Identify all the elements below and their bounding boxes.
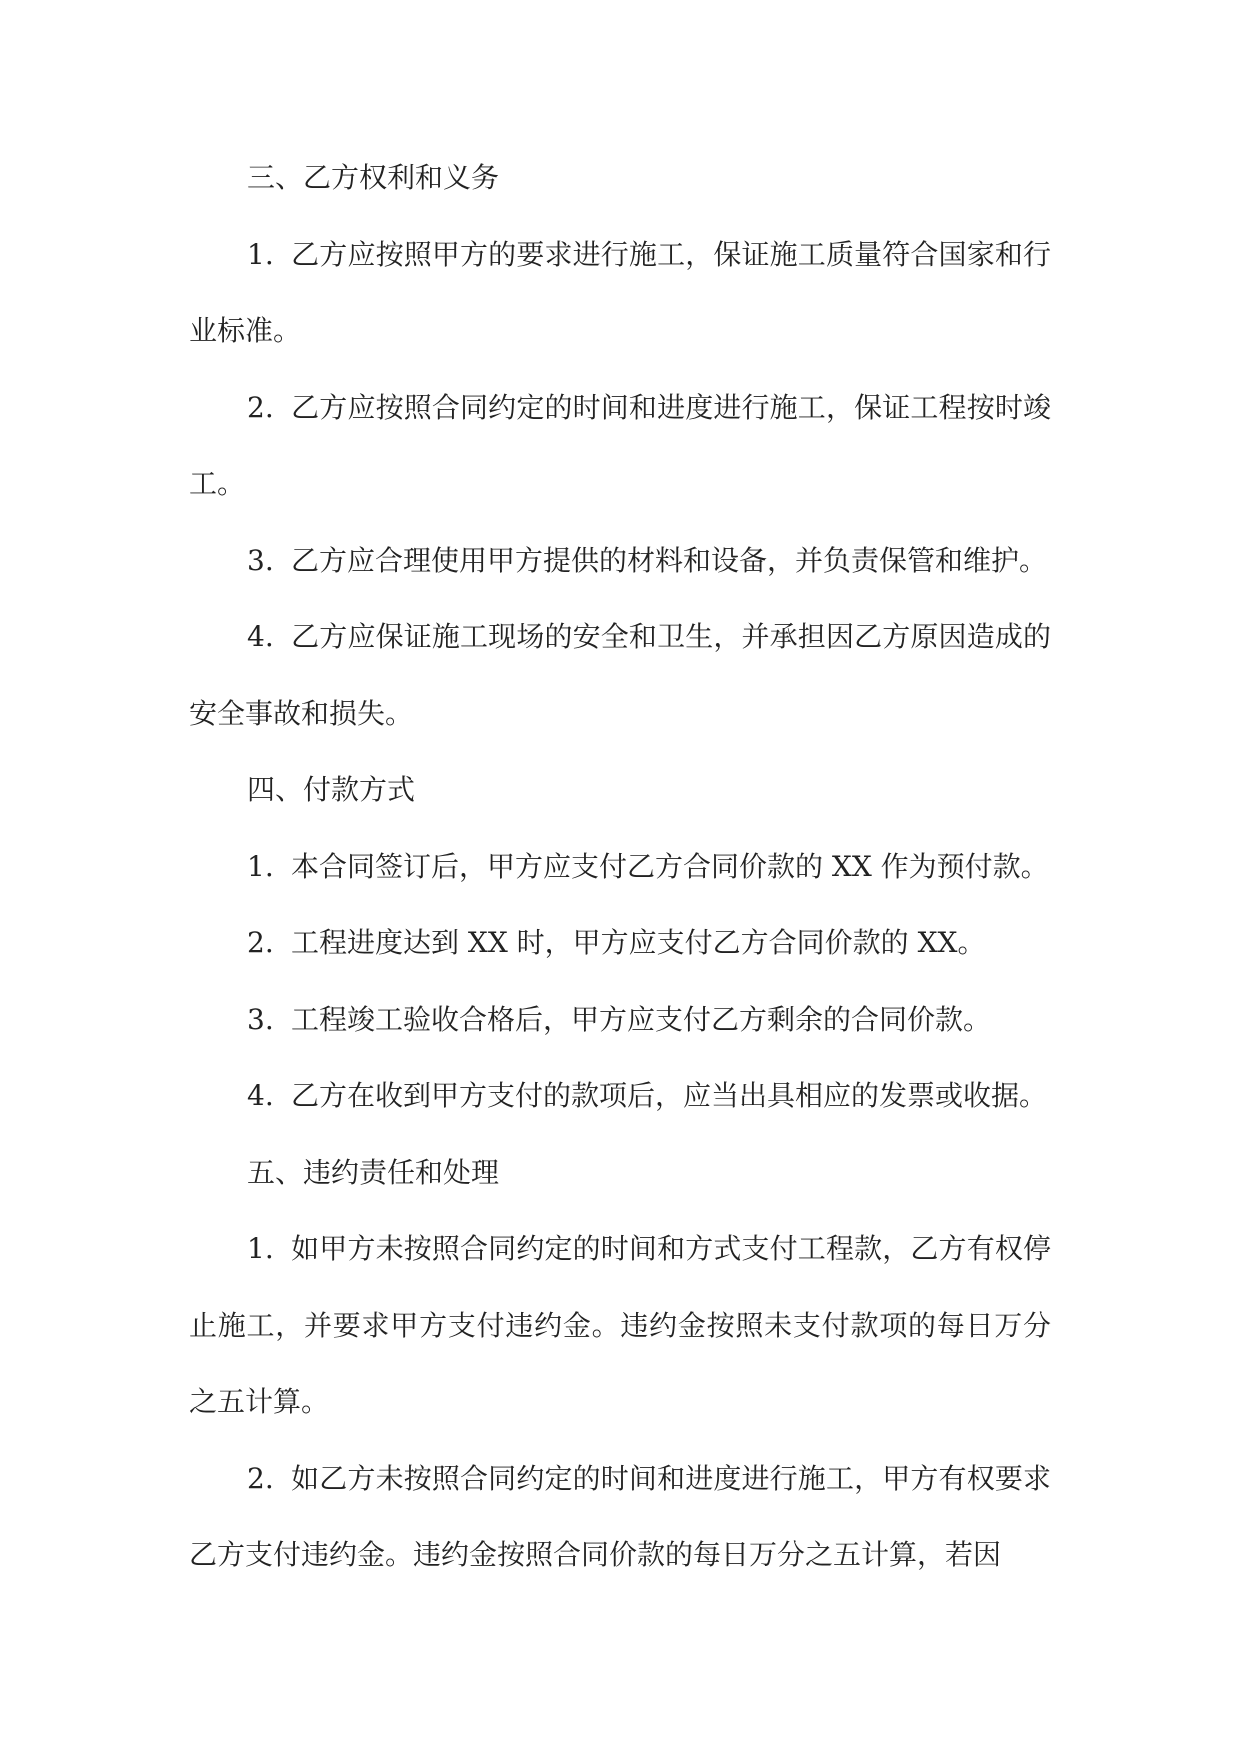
paragraph-text: 如乙方未按照合同约定的时间和进度进行施工，甲方有权要求乙方支付违约金。违约金按照合同价款的每日万分之五计算，若因 (189, 1461, 1051, 1571)
item-number: 3. (247, 543, 274, 577)
item-number: 2. (247, 926, 274, 959)
list-item (189, 982, 1051, 1059)
paragraph-text: 乙方应合理使用甲方提供的材料和设备，并负责保管和维护。 (291, 543, 1048, 577)
item-number: 4. (247, 620, 274, 653)
item-number: 1. (247, 237, 274, 271)
paragraph-text: 工程进度达到 XX 时，甲方应支付乙方合同价款的 XX。 (291, 926, 986, 959)
paragraph-text: 五、违约责任和处理 (247, 1155, 500, 1189)
item-number: 2. (247, 1461, 274, 1495)
list-item (189, 1058, 1051, 1135)
item-number: 4. (247, 1079, 274, 1112)
paragraph-text: 如甲方未按照合同约定的时间和方式支付工程款，乙方有权停止施工，并要求甲方支付违约金。违约金按照未支付款项的每日万分之五计算。 (189, 1232, 1051, 1418)
list-item (189, 1211, 1051, 1441)
paragraph-text: 本合同签订后，甲方应支付乙方合同价款的 XX 作为预付款。 (291, 849, 1049, 883)
paragraph-text: 三、乙方权利和义务 (247, 161, 500, 194)
section-heading-3 (189, 140, 1051, 217)
list-item (189, 829, 1051, 906)
list-item (189, 217, 1051, 370)
paragraph-text: 乙方在收到甲方支付的款项后，应当出具相应的发票或收据。 (291, 1079, 1048, 1112)
item-number: 3. (247, 1002, 274, 1036)
list-item (189, 523, 1051, 600)
section-heading-5 (189, 1135, 1051, 1212)
list-item (189, 905, 1051, 982)
paragraph-text: 乙方应保证施工现场的安全和卫生，并承担因乙方原因造成的安全事故和损失。 (189, 620, 1051, 730)
section-heading-4 (189, 752, 1051, 829)
paragraph-text: 乙方应按照甲方的要求进行施工，保证施工质量符合国家和行业标准。 (189, 237, 1051, 347)
paragraph-text: 乙方应按照合同约定的时间和进度进行施工，保证工程按时竣工。 (189, 390, 1051, 500)
list-item (189, 370, 1051, 523)
list-item (189, 599, 1051, 752)
item-number: 2. (247, 390, 274, 424)
paragraph-text: 四、付款方式 (247, 773, 416, 806)
item-number: 1. (247, 1232, 274, 1265)
paragraph-text: 工程竣工验收合格后，甲方应支付乙方剩余的合同价款。 (291, 1002, 992, 1036)
item-number: 1. (247, 849, 274, 883)
list-item (189, 1441, 1051, 1594)
document-body (189, 140, 1051, 1594)
